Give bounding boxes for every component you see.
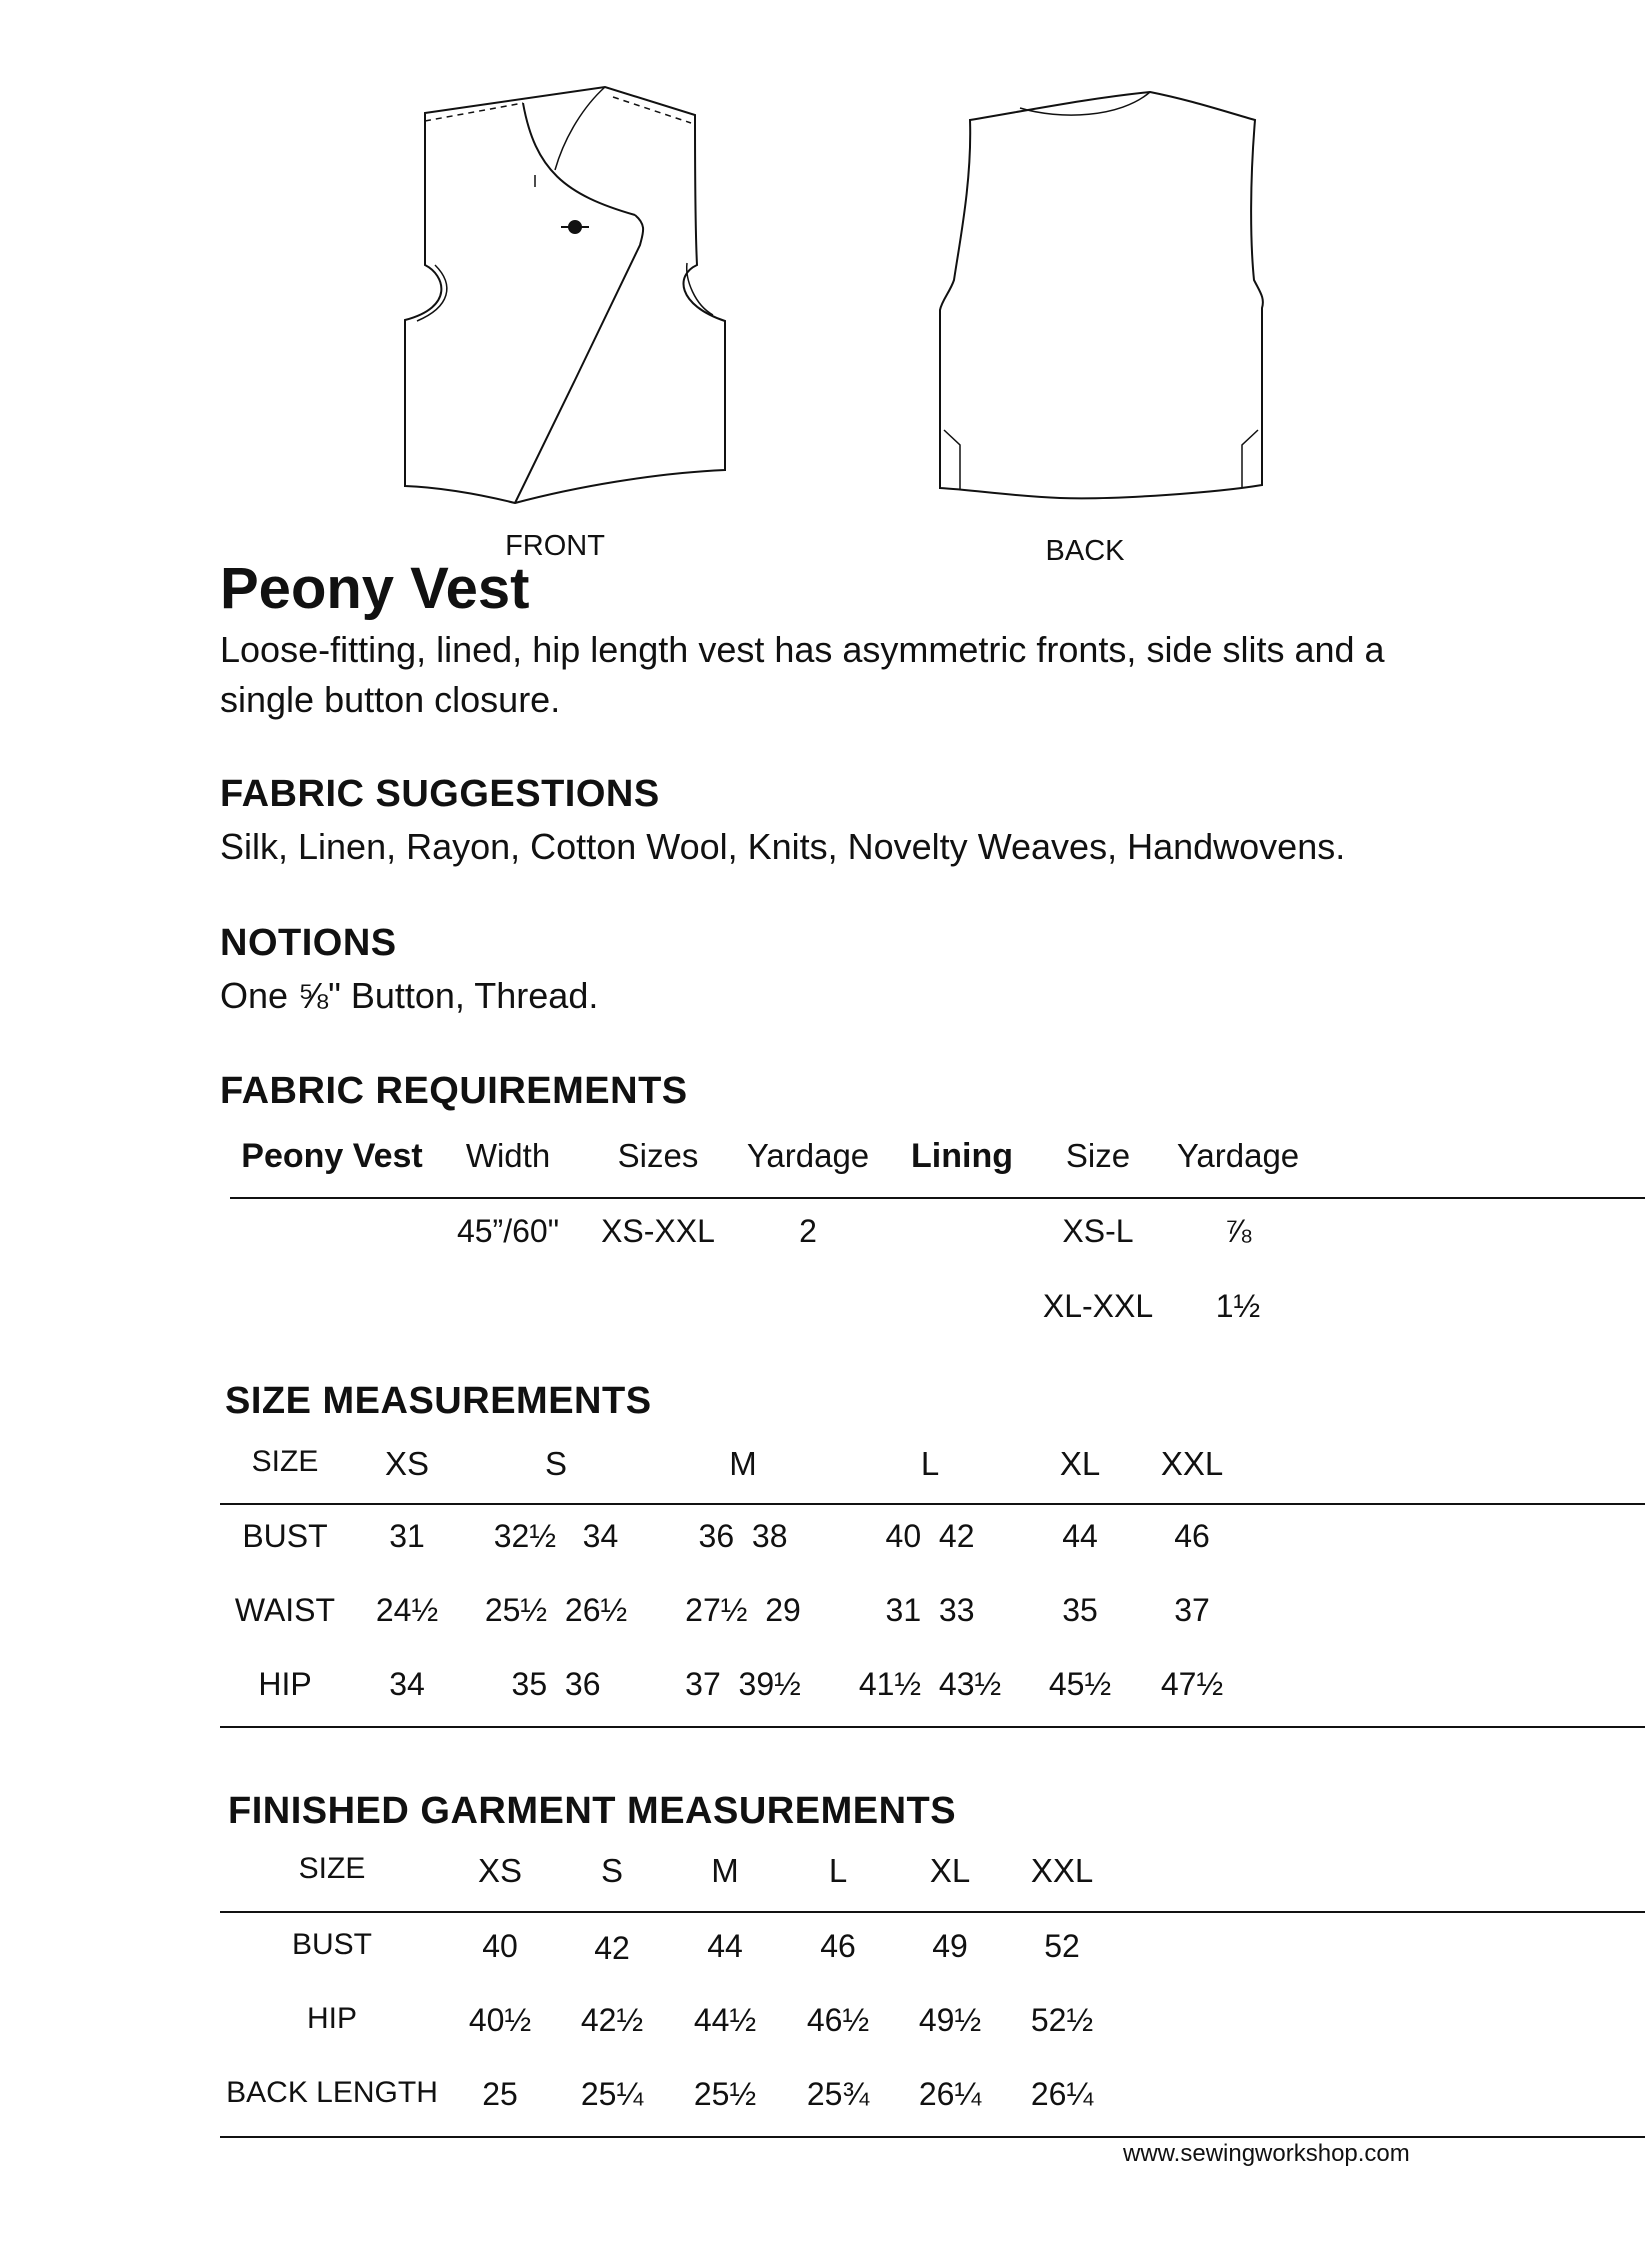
table-cell: 41½ 43½	[858, 1666, 1002, 1702]
table-divider	[230, 1197, 1645, 1199]
table-cell: 40 42	[885, 1518, 975, 1554]
table-row-label: WAIST	[234, 1592, 336, 1628]
table-cell: 46	[1174, 1518, 1210, 1554]
table-header: Lining	[911, 1137, 1013, 1175]
page-title: Peony Vest	[220, 556, 530, 621]
table-cell: XS-XXL	[601, 1213, 715, 1249]
table-cell: XL-XXL	[1042, 1288, 1154, 1324]
table-cell: 24½	[375, 1592, 439, 1628]
table-cell: 26¼	[1030, 2076, 1094, 2112]
table-cell: 2	[799, 1213, 817, 1249]
front-vest-sketch	[395, 75, 735, 515]
table-cell: 35	[1062, 1592, 1098, 1628]
table-header: M	[711, 1852, 739, 1889]
table-row-label: BUST	[242, 1518, 328, 1554]
table-cell: 25	[482, 2076, 518, 2112]
table-cell: 44	[1062, 1518, 1098, 1554]
table-cell: 42½	[580, 2002, 644, 2038]
table-row-label: BACK LENGTH	[226, 2076, 438, 2109]
table-cell: ⅞	[1224, 1213, 1252, 1249]
table-header: L	[920, 1445, 940, 1482]
table-cell: 34	[389, 1666, 425, 1702]
table-row-label: HIP	[306, 2002, 358, 2035]
fabric-requirements-heading: FABRIC REQUIREMENTS	[220, 1070, 688, 1112]
table-cell: 46	[820, 1928, 856, 1964]
table-cell: 44½	[693, 2002, 757, 2038]
table-cell: 52	[1044, 1928, 1080, 1964]
table-header: Width	[465, 1137, 551, 1174]
table-header: XXL	[1030, 1852, 1094, 1889]
table-header: S	[544, 1445, 568, 1482]
table-cell: 45”/60"	[456, 1213, 560, 1249]
table-header: XL	[1059, 1445, 1101, 1482]
table-cell: 37 39½	[685, 1666, 801, 1702]
description: Loose-fitting, lined, hip length vest has asymmetric fronts, side slits and a single button closure.	[220, 629, 1385, 720]
table-cell: 49½	[918, 2002, 982, 2038]
table-header: S	[600, 1852, 624, 1889]
table-cell: 27½ 29	[685, 1592, 801, 1628]
table-cell: XS-L	[1062, 1213, 1134, 1249]
table-header: XXL	[1160, 1445, 1224, 1482]
table-header: Yardage	[746, 1137, 870, 1174]
table-cell: 1½	[1215, 1288, 1261, 1324]
table-header: L	[828, 1852, 848, 1889]
notions-text: One ⅝" Button, Thread.	[220, 975, 599, 1016]
table-divider	[220, 1503, 1645, 1505]
table-cell: 25½	[693, 2076, 757, 2112]
table-cell: 37	[1174, 1592, 1210, 1628]
table-header: Peony Vest	[241, 1137, 423, 1175]
table-header: XS	[384, 1445, 430, 1482]
table-cell: 35 36	[511, 1666, 601, 1702]
table-cell: 25¾	[806, 2076, 870, 2112]
table-divider	[220, 2136, 1645, 2138]
back-sketch-label: BACK	[1045, 535, 1125, 567]
table-cell: 47½	[1160, 1666, 1224, 1702]
back-vest-sketch	[920, 80, 1270, 510]
table-header: XL	[929, 1852, 971, 1889]
table-cell: 44	[707, 1928, 743, 1964]
table-cell: 40½	[468, 2002, 532, 2038]
front-sketch-label: FRONT	[505, 530, 605, 562]
table-cell: 42	[594, 1930, 630, 1966]
table-header: SIZE	[251, 1445, 319, 1478]
table-cell: 25¼	[580, 2076, 644, 2112]
table-header: Sizes	[617, 1137, 699, 1174]
table-cell: 31	[389, 1518, 425, 1554]
table-cell: 36 38	[698, 1518, 788, 1554]
table-cell: 46½	[806, 2002, 870, 2038]
table-header: SIZE	[298, 1852, 366, 1885]
table-cell: 52½	[1030, 2002, 1094, 2038]
table-header: M	[729, 1445, 757, 1482]
table-cell: 45½	[1048, 1666, 1112, 1702]
table-cell: 49	[932, 1928, 968, 1964]
table-cell: 31 33	[885, 1592, 975, 1628]
table-divider	[220, 1911, 1645, 1913]
table-header: Size	[1065, 1137, 1131, 1174]
table-cell: 40	[482, 1928, 518, 1964]
footer-url: www.sewingworkshop.com	[1123, 2140, 1410, 2167]
table-row-label: BUST	[291, 1928, 373, 1961]
finished-garment-heading: FINISHED GARMENT MEASUREMENTS	[228, 1790, 957, 1832]
table-cell: 25½ 26½	[484, 1592, 628, 1628]
fabric-suggestions-text: Silk, Linen, Rayon, Cotton Wool, Knits, Novelty Weaves, Handwovens.	[220, 826, 1346, 867]
table-header: Yardage	[1176, 1137, 1300, 1174]
table-header: XS	[477, 1852, 523, 1889]
table-row-label: HIP	[258, 1666, 312, 1702]
table-cell: 26¼	[918, 2076, 982, 2112]
table-cell: 32½ 34	[493, 1518, 619, 1554]
table-divider	[220, 1726, 1645, 1728]
size-measurements-heading: SIZE MEASUREMENTS	[225, 1380, 652, 1422]
notions-heading: NOTIONS	[220, 922, 397, 964]
fabric-suggestions-heading: FABRIC SUGGESTIONS	[220, 773, 660, 815]
